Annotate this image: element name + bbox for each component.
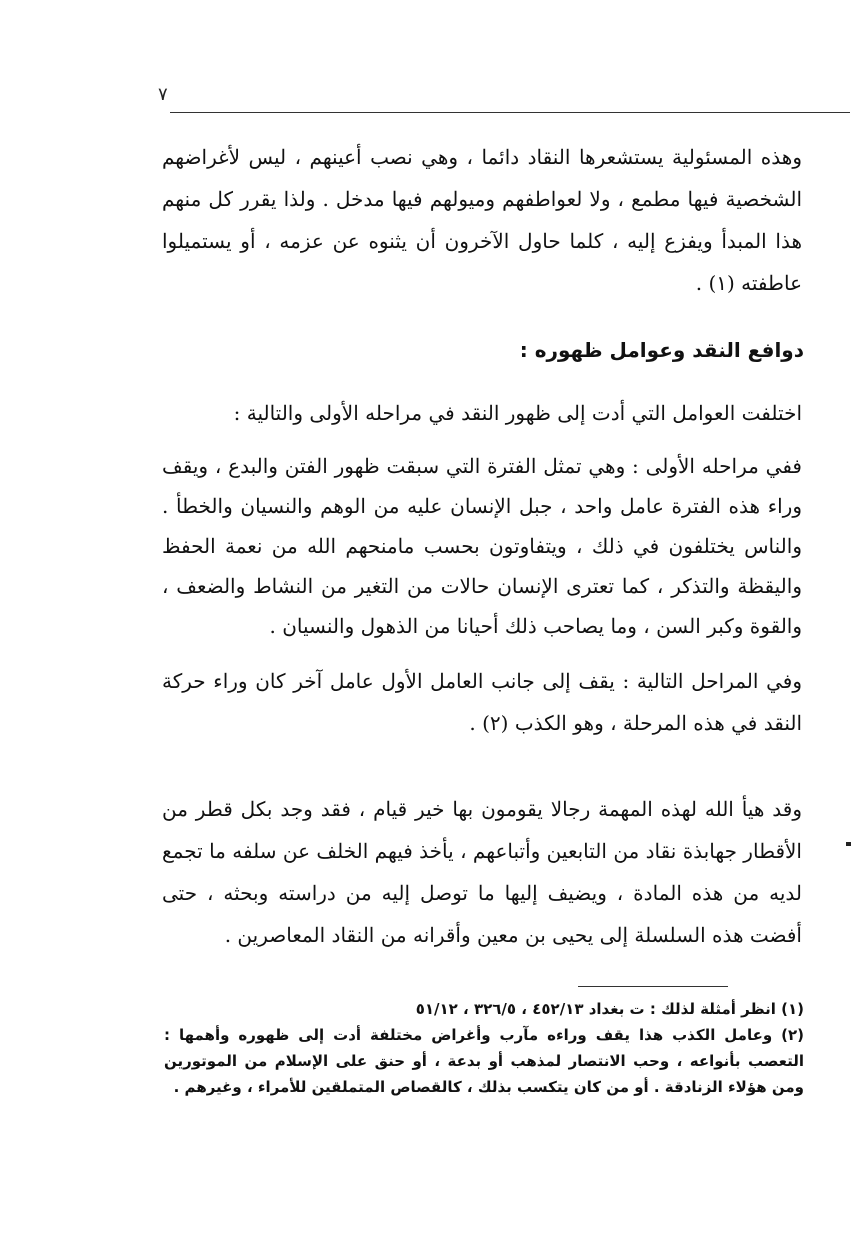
stage-one-paragraph: [162, 446, 802, 646]
margin-mark: [846, 842, 851, 846]
later-stages-text: وفي المراحل التالية : يقف إلى جانب العامل الأول عامل آخر كان وراء حركة النقد في هذه المرحلة ، وهو الكذب (٢) .: [162, 669, 802, 735]
stage-one-text: ففي مراحله الأولى : وهي تمثل الفترة التي سبقت ظهور الفتن والبدع ، ويقف وراء هذه الفترة عامل واحد ، جبل الإنسان عليه من الوهم والنسيان والخطأ . والناس يختلفون في ذلك ، ويتفاوتون بحسب مامنحهم الله من نعمة الحفظ واليقظة والتذكر ، كما تعترى الإنسان حالات من التغير من النشاط والضعف ، والقوة وكبر السن ، وما يصاحب ذلك أحيانا من الذهول والنسيان .: [162, 454, 802, 638]
lead-paragraph: [162, 392, 802, 434]
lead-text: اختلفت العوامل التي أدت إلى ظهور النقد في مراحله الأولى والتالية :: [233, 401, 802, 425]
footnotes: [164, 996, 804, 1100]
footnote-separator: [578, 986, 728, 987]
critics-paragraph: [162, 788, 802, 956]
intro-text: وهذه المسئولية يستشعرها النقاد دائما ، وهي نصب أعينهم ، ليس لأغراضهم الشخصية فيها مطمع ، ولا لعواطفهم وميولهم فيها مدخل . ولذا يقرر كل منهم هذا المبدأ ويفزع إليه ، كلما حاول الآخرون أن يثنوه عن عزمه ، أو يستميلوا عاطفته (١) .: [162, 145, 802, 295]
footnote-1: (١) انظر أمثلة لذلك : ت بغداد ٤٥٢/١٣ ، ٣٢٦/٥ ، ٥١/١٢: [415, 1000, 804, 1018]
section-heading: دوافع النقد وعوامل ظهوره :: [519, 338, 804, 362]
header-rule: [170, 112, 850, 113]
later-stages-paragraph: [162, 660, 802, 744]
intro-paragraph: [162, 136, 802, 304]
footnote-2: (٢) وعامل الكذب هذا يقف وراءه مآرب وأغراض مختلفة أدت إلى ظهوره وأهمها : التعصب بأنواعه ، وحب الانتصار لمذهب أو بدعة ، أو حنق على الإسلام من الموتورين ومن هؤلاء الزنادقة . أو من كان يتكسب بذلك ، كالقصاص المتملقين للأمراء ، وغيرهم .: [164, 1026, 804, 1096]
page-number: ٧: [158, 84, 168, 105]
critics-text: وقد هيأ الله لهذه المهمة رجالا يقومون بها خير قيام ، فقد وجد بكل قطر من الأقطار جهابذة نقاد من التابعين وأتباعهم ، يأخذ فيهم الخلف عن سلفه ما تجمع لديه من هذه المادة ، ويضيف إليها ما توصل إليه من دراسته وبحثه ، حتى أفضت هذه السلسلة إلى يحيى بن معين وأقرانه من النقاد المعاصرين .: [162, 797, 802, 947]
